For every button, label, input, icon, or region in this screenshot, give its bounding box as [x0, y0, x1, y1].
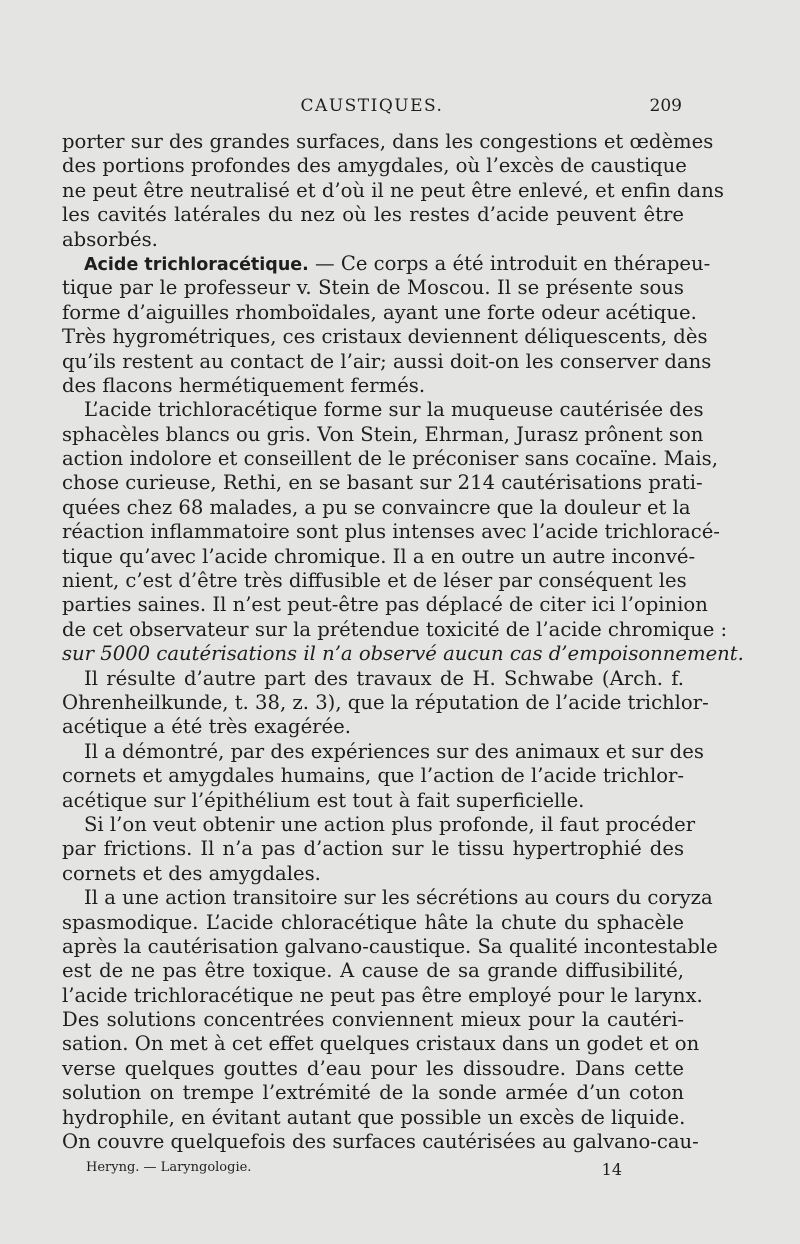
line-text: action indolore et conseillent de le préconiser sans cocaïne. Mais, [62, 447, 718, 471]
page-footer [62, 1160, 684, 1182]
text-line [62, 325, 708, 349]
text-line [62, 544, 696, 569]
line-text: solution on trempe l’extrémité de la sonde armée d’un coton [62, 1081, 684, 1105]
line-text: sation. On met à cet effet quelques cristaux dans un godet et on [62, 1032, 700, 1056]
text-line [62, 130, 714, 154]
line-text: est de ne pas être toxique. A cause de sa grande diffusibilité, [62, 959, 684, 983]
text-line [62, 300, 697, 325]
text-line [62, 1008, 684, 1032]
text-line [62, 812, 696, 837]
line-text: l’acide trichloracétique ne peut pas être employé pour le larynx. [62, 983, 703, 1007]
text-line [62, 886, 713, 910]
line-text: L’acide trichloracétique forme sur la muqueuse cautérisée des [84, 398, 704, 422]
text-line [62, 934, 718, 959]
text-line [62, 642, 744, 666]
line-text: spasmodique. L’acide chloracétique hâte la chute du sphacèle [62, 910, 684, 934]
text-line [62, 983, 703, 1008]
text-line [62, 617, 728, 642]
signature-number: 14 [601, 1160, 622, 1179]
text-line [62, 690, 709, 715]
line-text: acétique a été très exagérée. [62, 715, 351, 739]
line-text: des flacons hermétiquement fermés. [62, 373, 426, 397]
line-text: Des solutions concentrées conviennent mieux pour la cautéri- [62, 1008, 684, 1032]
line-text: les cavités latérales du nez où les restes d’acide peuvent être [62, 203, 684, 227]
text-line [62, 1057, 684, 1081]
text-line [62, 1106, 684, 1130]
text-line [62, 447, 718, 471]
text-line [62, 667, 684, 691]
line-text: Il a une action transitoire sur les sécrétions au cours du coryza [84, 886, 713, 910]
line-text: acétique sur l’épithélium est tout à fait superficielle. [62, 788, 585, 812]
line-text: tique par le professeur v. Stein de Moscou. Il se présente sous [62, 276, 684, 300]
text-line [62, 398, 704, 422]
line-text: quées chez 68 malades, a pu se convaincre que la douleur et la [62, 495, 691, 519]
line-text: des portions profondes des amygdales, où l’excès de caustique [62, 154, 687, 178]
line-text: Ohrenheilkunde, t. 38, z. 3), que la réputation de l’acide trichlor- [62, 690, 709, 714]
text-line [62, 520, 720, 544]
text-line [62, 569, 687, 593]
line-text: forme d’aiguilles rhomboïdales, ayant une forte odeur acétique. [62, 300, 697, 324]
text-line [62, 251, 711, 276]
line-text: tique qu’avec l’acide chromique. Il a en outre un autre inconvé- [62, 544, 696, 568]
line-text: hydrophile, en évitant autant que possible un excès de liquide. [62, 1105, 686, 1129]
text-line [62, 715, 684, 739]
line-text: absorbés. [62, 227, 158, 251]
text-line [62, 789, 684, 813]
text-line [62, 422, 704, 447]
line-text: porter sur des grandes surfaces, dans les congestions et œdèmes [62, 130, 714, 153]
text-line [62, 593, 708, 617]
page-number: 209 [649, 96, 682, 116]
running-header [62, 96, 682, 124]
section-heading: Acide trichloracétique. [84, 254, 309, 275]
line-text: Il a démontré, par des expériences sur des animaux et sur des [84, 739, 704, 763]
line-text: — Ce corps a été introduit en thérapeu- [308, 251, 711, 275]
text-line [62, 495, 691, 520]
text-line [62, 1130, 699, 1154]
text-line [62, 349, 712, 374]
text-line [62, 959, 684, 983]
text-line [62, 203, 684, 227]
text-line [62, 1032, 700, 1056]
line-text: parties saines. Il n’est peut-être pas déplacé de citer ici l’opinion [62, 593, 708, 617]
text-line [62, 471, 703, 495]
line-text: chose curieuse, Rethi, en se basant sur 214 cautérisations prati- [62, 471, 703, 495]
line-text: On couvre quelquefois des surfaces cautérisées au galvano-cau- [62, 1130, 699, 1154]
text-line [62, 739, 704, 764]
text-line [62, 374, 684, 398]
text-line [62, 178, 724, 203]
text-line [62, 154, 687, 178]
line-text: nient, c’est d’être très diffusible et de léser par conséquent les [62, 569, 687, 593]
line-text: après la cautérisation galvano-caustique. Sa qualité incontestable [62, 934, 718, 958]
line-text: Très hygrométriques, ces cristaux deviennent déliquescents, dès [62, 325, 708, 349]
line-text: Si l’on veut obtenir une action plus profonde, il faut procéder [84, 812, 696, 836]
text-line [62, 911, 684, 935]
line-text: cornets et amygdales humains, que l’action de l’acide trichlor- [62, 764, 684, 788]
text-line [62, 764, 684, 788]
line-text: réaction inflammatoire sont plus intenses avec l’acide trichloracé- [62, 520, 720, 544]
running-title: CAUSTIQUES. [300, 96, 444, 116]
line-text: sphacèles blancs ou gris. Von Stein, Ehrman, Jurasz prônent son [62, 422, 704, 446]
line-text: cornets et des amygdales. [62, 861, 321, 885]
text-line [62, 1081, 684, 1105]
line-text: qu’ils restent au contact de l’air; aussi doit-on les conserver dans [62, 349, 712, 373]
text-line [62, 276, 684, 300]
text-line [62, 837, 684, 861]
line-text: par frictions. Il n’a pas d’action sur le tissu hypertrophié des [62, 837, 684, 861]
line-text: Il résulte d’autre part des travaux de H. Schwabe (Arch. f. [84, 666, 684, 690]
line-text: de cet observateur sur la prétendue toxicité de l’acide chromique : [62, 617, 728, 641]
body-text [62, 130, 744, 1154]
text-line [62, 228, 684, 252]
line-text: ne peut être neutralisé et d’où il ne peut être enlevé, et enfin dans [62, 178, 724, 202]
line-text: verse quelques gouttes d’eau pour les dissoudre. Dans cette [62, 1056, 684, 1080]
line-text: sur 5000 cautérisations il n’a observé aucun cas d’empoisonnement. [62, 642, 744, 666]
text-line [62, 862, 684, 886]
signature-mark: Heryng. — Laryngologie. [86, 1160, 252, 1175]
